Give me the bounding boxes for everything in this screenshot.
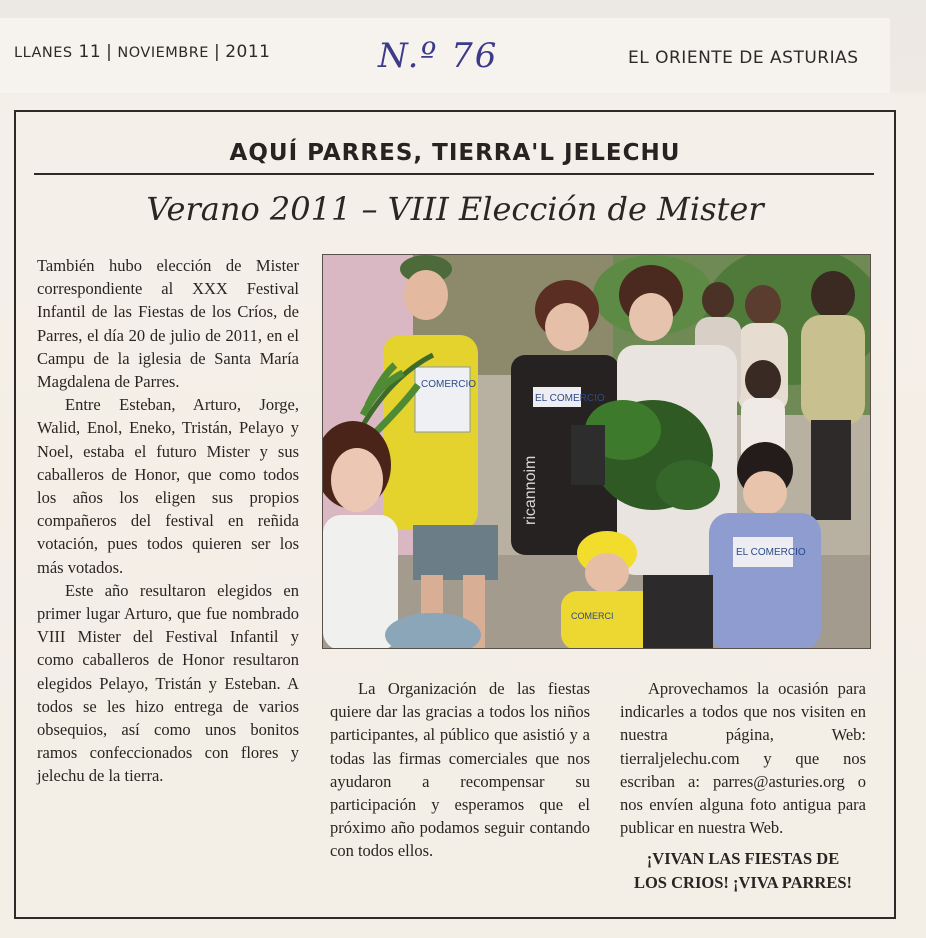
article-column-3 bbox=[620, 677, 866, 894]
photo-newspaper-label: EL COMERCIO bbox=[736, 547, 806, 558]
article-column-1 bbox=[37, 254, 299, 788]
photo-shirt-text: ricannoim bbox=[522, 455, 539, 525]
photo-newspaper-label: EL COMERCIO bbox=[535, 393, 605, 404]
paragraph: Este año resultaron elegidos en primer lugar Arturo, que fue nombrado VIII Mister del Festival Infantil y como caballeros de Honor resultaron elegidos Pelayo, Tristán y Esteban. A todos se les hizo entrega de varios obsequios, así como unos bonitos ramos confeccionados con flores y jelechu de la tierra. bbox=[37, 580, 299, 786]
newspaper-name: EL ORIENTE DE ASTURIAS bbox=[628, 48, 859, 68]
article-photo bbox=[322, 254, 871, 649]
handwritten-issue-number: N.º 76 bbox=[378, 36, 499, 76]
dateline-year: 2011 bbox=[225, 42, 271, 62]
photo-cap-text: COMERCI bbox=[571, 611, 614, 621]
article-column-2 bbox=[330, 677, 590, 863]
closing-line-1: ¡VIVAN LAS FIESTAS DE bbox=[646, 849, 840, 869]
section-title: AQUÍ PARRES, TIERRA'L JELECHU bbox=[229, 140, 681, 166]
section-divider bbox=[34, 173, 874, 175]
paragraph: Aprovechamos la ocasión para indicarles a todos que nos visiten en nuestra página, Web: tierraljelechu.com y que nos escriban a: parres@asturies.org o nos envíen alguna foto antigua para publicar en nuestra Web. bbox=[620, 679, 866, 838]
dateline-month: NOVIEMBRE bbox=[117, 45, 209, 61]
paragraph: La Organización de las fiestas quiere dar las gracias a todos los niños participantes, al público que asistió y a todas las firmas comerciales que nos ayudaron a recompensar su participación y esperamos que el próximo año podamos seguir contando con todos ellos. bbox=[330, 679, 590, 861]
paragraph: También hubo elección de Mister correspondiente al XXX Festival Infantil de las Fiestas de los Críos, de Parres, el día 20 de julio de 2011, en el Campu de la iglesia de Santa María Magdalena de Parres. bbox=[37, 256, 299, 392]
closing-exclamation bbox=[620, 847, 866, 893]
dateline-day: 11 bbox=[78, 42, 102, 62]
dateline: LLANES 11 | NOVIEMBRE | 2011 bbox=[14, 42, 271, 62]
dateline-town: LLANES bbox=[14, 45, 73, 61]
paragraph: Entre Esteban, Arturo, Jorge, Walid, Enol, Eneko, Tristán, Pelayo y Noel, estaba el futuro Mister y sus caballeros de Honor, que como todos los años los eligen sus propios compañeros del festival en reñida votación, pues todos quieren ser los más votados. bbox=[37, 395, 299, 577]
closing-line-2: LOS CRIOS! ¡VIVA PARRES! bbox=[633, 872, 853, 892]
photo-newspaper-label: COMERCIO bbox=[421, 379, 476, 390]
article-headline: Verano 2011 – VIII Elección de Mister bbox=[146, 190, 764, 228]
